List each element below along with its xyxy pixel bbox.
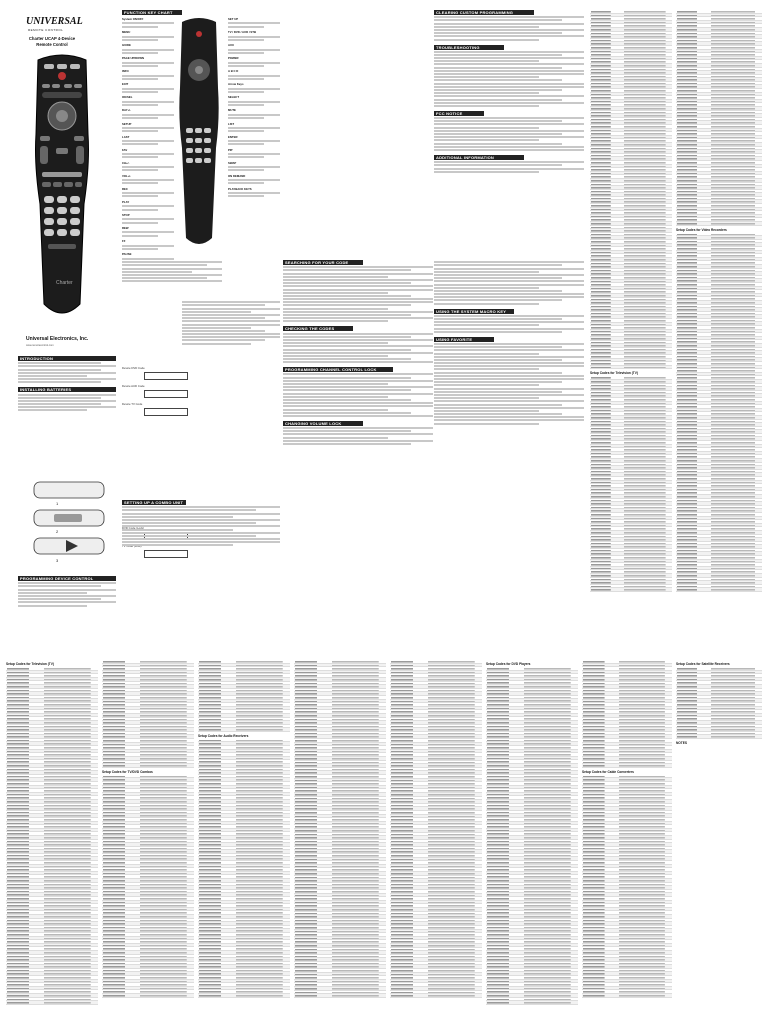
code-table-row	[676, 222, 762, 226]
function-key-item	[122, 31, 174, 41]
function-key-item	[228, 70, 280, 80]
code-table-row	[102, 994, 194, 998]
function-key-item	[228, 44, 280, 54]
function-key-label: SELECT	[228, 95, 240, 100]
function-key-item	[122, 96, 174, 106]
function-key-label: EXIT	[122, 82, 129, 87]
code-table-row	[582, 994, 672, 998]
code-table-right-2	[676, 10, 762, 650]
function-key-label: FF	[122, 239, 126, 244]
function-key-label: Arrow Keys	[228, 82, 244, 87]
function-key-label: SWAP	[228, 160, 237, 165]
function-key-label: LIST	[228, 121, 235, 126]
function-key-item	[122, 188, 174, 198]
function-key-item	[122, 136, 174, 146]
function-key-item	[122, 175, 174, 185]
code-table-row	[198, 994, 290, 998]
aud-code-label: Device AUD Code	[122, 384, 145, 388]
function-key-label: PAUSE	[122, 252, 132, 257]
function-key-label: ON DEMAND	[228, 173, 246, 178]
battery-figure	[26, 476, 116, 566]
code-table-row	[198, 728, 290, 732]
function-key-label: System ON/OFF	[122, 17, 144, 21]
additional-info-heading: ADDITIONAL INFORMATION	[434, 155, 524, 160]
brand-line-2: REMOTE CONTROL	[28, 28, 64, 32]
function-key-item	[228, 175, 280, 185]
instructions-col-4	[434, 260, 584, 650]
combo-unit-heading: SETTING UP A COMBO UNIT	[122, 500, 186, 505]
function-key-label: FAV	[122, 147, 128, 152]
introduction-heading: INTRODUCTION	[18, 356, 116, 361]
function-key-item	[228, 188, 280, 198]
function-key-item	[122, 201, 174, 211]
function-key-label: REC	[122, 186, 128, 191]
function-key-label: PIP	[228, 147, 233, 152]
function-key-item	[122, 240, 174, 250]
function-key-item	[122, 18, 174, 28]
body-text-col-2	[182, 300, 280, 500]
function-key-list-right	[228, 18, 280, 266]
function-key-label: TV / DVD / AUD / STB	[228, 30, 257, 35]
function-key-label: REW	[122, 226, 129, 230]
function-key-item	[228, 31, 280, 41]
product-title-line-2: Remote Control	[36, 41, 68, 47]
function-key-panel	[122, 10, 282, 330]
function-key-item	[122, 162, 174, 172]
code-table-row	[590, 588, 672, 592]
code-table-bottom-2	[102, 660, 194, 1020]
function-key-item	[122, 123, 174, 133]
code-table-title: Setup Codes for Television (TV)	[6, 662, 54, 666]
clearing-heading: CLEARING CUSTOM PROGRAMMING	[434, 10, 534, 15]
function-key-label: VOL+/-	[122, 173, 132, 178]
function-key-item	[228, 83, 280, 93]
function-key-label: MUTE	[228, 108, 236, 113]
brand-line-1: UNIVERSAL	[26, 16, 83, 27]
code-table-title: Setup Codes for Cable Converters	[582, 769, 634, 774]
company-name: Universal Electronics, Inc.	[26, 336, 89, 342]
channel-lock-heading: PROGRAMMING CHANNEL CONTROL LOCK	[283, 367, 393, 372]
code-table-bottom-1	[6, 660, 98, 1020]
using-favorite-heading: USING FAVORITE	[434, 337, 494, 342]
function-key-item	[122, 57, 174, 67]
function-key-label: INFO	[122, 69, 129, 74]
function-key-label: STOP	[122, 212, 130, 217]
fcc-heading: FCC NOTICE	[434, 111, 484, 116]
function-key-item	[122, 214, 174, 224]
function-key-label: PLAY	[122, 199, 130, 204]
function-key-label: MENU	[122, 30, 131, 35]
code-table-row	[390, 994, 482, 998]
function-key-label: PLAYBACK KEYS	[228, 186, 252, 191]
function-key-item	[228, 123, 280, 133]
instructions-col-5	[434, 10, 584, 260]
company-url: www.remotecontrol.com	[26, 344, 54, 347]
function-key-item	[228, 109, 280, 119]
svg-text:Charter: Charter	[56, 280, 73, 286]
programming-device-control-heading: PROGRAMMING DEVICE CONTROL	[18, 576, 116, 581]
function-key-item	[228, 136, 280, 146]
searching-heading: SEARCHING FOR YOUR CODE	[283, 260, 363, 265]
dvd-code-label: Device DVD Code	[122, 366, 145, 370]
code-table-row	[486, 1001, 578, 1005]
brand-logo	[26, 16, 83, 27]
code-table-row	[676, 588, 762, 592]
code-table-row	[582, 764, 672, 768]
remote-illustration	[30, 54, 94, 324]
code-table-row	[6, 1001, 98, 1005]
figure-step-2: 2	[56, 529, 59, 534]
cover-panel	[8, 6, 118, 646]
installing-batteries-heading: INSTALLING BATTERIES	[18, 387, 116, 392]
tv-code-label: Device TV Code	[122, 402, 143, 406]
combo-unit-panel	[122, 500, 280, 650]
instructions-col-3	[283, 260, 433, 650]
function-key-item	[228, 57, 280, 67]
code-table-title: Setup Codes for Audio Receivers	[198, 733, 249, 738]
function-key-label: DAY+/-	[122, 108, 131, 113]
function-key-item	[228, 18, 280, 28]
function-key-list-left	[122, 18, 174, 266]
figure-step-1: 1	[56, 501, 59, 506]
code-table-row	[294, 994, 386, 998]
function-key-item	[122, 149, 174, 159]
checking-codes-heading: CHECKING THE CODES	[283, 326, 353, 331]
function-key-remote	[174, 18, 224, 248]
volume-lock-heading: CHANGING VOLUME LOCK	[283, 421, 363, 426]
code-table-bottom-8	[676, 660, 762, 1020]
code-table-bottom-6	[486, 660, 578, 1020]
code-table-row	[590, 366, 672, 370]
code-table-bottom-3	[198, 660, 290, 1020]
function-key-label: PAGE UP/DOWN	[122, 56, 145, 61]
function-key-item	[122, 227, 174, 237]
function-key-label: SET UP	[228, 17, 239, 21]
function-key-label: CH+/-	[122, 160, 130, 165]
code-table-title: Setup Codes for TV/DVD Combos	[102, 769, 153, 774]
function-key-label: GUIDE	[122, 43, 131, 48]
function-key-label: LAST	[122, 134, 130, 139]
code-table-title: Setup Codes for Video Recorders	[676, 227, 727, 232]
code-table-bottom-7	[582, 660, 672, 1020]
function-key-label: AUX	[228, 43, 234, 48]
function-key-label: OK/SEL	[122, 95, 133, 100]
code-table-bottom-4	[294, 660, 386, 1020]
troubleshooting-heading: TROUBLESHOOTING	[434, 45, 504, 50]
function-key-label: POWER	[228, 56, 239, 61]
code-table-title: Setup Codes for Satellite Receivers	[676, 662, 730, 666]
function-key-label: SETUP	[122, 121, 132, 126]
function-key-heading: FUNCTION KEY CHART	[122, 10, 182, 15]
function-key-item	[122, 70, 174, 80]
function-key-label: A B C D	[228, 69, 239, 74]
function-key-item	[122, 44, 174, 54]
code-table-right-1	[590, 10, 672, 650]
function-key-item	[122, 109, 174, 119]
function-key-item	[228, 96, 280, 106]
code-table-title: Setup Codes for Television (TV)	[590, 371, 638, 376]
function-key-item	[228, 149, 280, 159]
code-table-row	[676, 735, 762, 739]
product-title-line-1: Charter UCAP 4-Device	[28, 36, 76, 41]
system-macro-heading: USING THE SYSTEM MACRO KEY	[434, 309, 514, 314]
function-key-item	[228, 162, 280, 172]
code-table-title: Setup Codes for DVD Players	[486, 662, 531, 666]
notes-heading: NOTES	[676, 740, 687, 745]
function-key-item	[122, 83, 174, 93]
function-key-label: ENTER	[228, 134, 238, 139]
code-table-row	[102, 764, 194, 768]
figure-step-3: 3	[56, 558, 59, 563]
code-table-bottom-5	[390, 660, 482, 1020]
product-title	[22, 36, 82, 47]
